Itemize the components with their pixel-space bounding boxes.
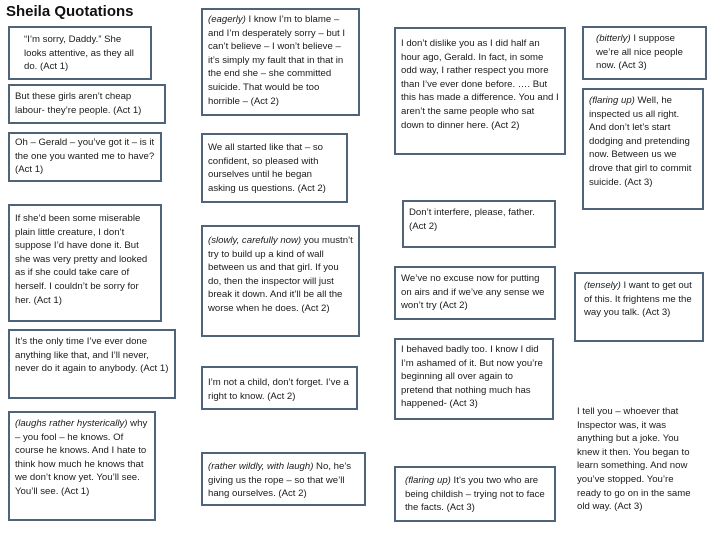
quote-text: you mustn’t try to build up a kind of wall between us and that girl. If you do, then the inspector will just break it down. And it’ll be all the worse when he does. (Act 2) (208, 235, 353, 315)
quote-text: I tell you – whoever that Inspector was, it was anything but a joke. You knew it then. You began to learn something. And now you’ve stopped. You’re ready to go on in the same old way. (Act 3) (577, 406, 691, 513)
quote-text: I don’t dislike you as I did half an hour ago, Gerald. In fact, in some odd way, I rather respect you more than I’ve ever done before. …. But this has made a difference. You and I aren’t the same people who sat down to dinner here. (Act 2) (401, 38, 559, 131)
quote-text: I suppose we’re all nice people now. (Act 3) (596, 33, 683, 72)
quote-text: “I’m sorry, Daddy.” She looks attentive, as they all do. (Act 1) (24, 34, 134, 73)
quote-box (582, 88, 704, 210)
quote-box (201, 8, 360, 116)
quote-text: Well, he inspected us all right. And don’t let’s start dodging and pretending now. Between us we drove that girl to commit suicide. (Act 3) (589, 95, 692, 188)
quote-box (201, 452, 366, 506)
stage-direction: (laughs rather hysterically) (15, 418, 128, 429)
stage-direction: (bitterly) (596, 33, 631, 44)
quote-box (8, 329, 176, 399)
quote-text: I want to get out of this. It frightens me the way you talk. (Act 3) (584, 280, 692, 319)
quote-text: If she’d been some miserable plain little creature, I don’t suppose I’d have done it. But she was very pretty and looked as if she could take care of herself. I couldn’t be sorry for her. (Act 1) (15, 213, 148, 306)
quote-text: Oh – Gerald – you’ve got it – is it the one you wanted me to have? (Act 1) (15, 137, 155, 176)
page-title: Sheila Quotations (6, 3, 134, 20)
quote-text: We all started like that – so confident, so pleased with ourselves until he began asking us questions. (Act 2) (208, 142, 326, 194)
quote-text: I’m not a child, don’t forget. I’ve a right to know. (Act 2) (208, 377, 349, 402)
stage-direction: (tensely) (584, 280, 621, 291)
quote-box (8, 26, 152, 80)
stage-direction: (rather wildly, with laugh) (208, 461, 314, 472)
stage-direction: (flaring up) (405, 475, 451, 486)
quote-text: I behaved badly too. I know I did I’m ashamed of it. But now you’re beginning all over again to pretend that nothing much has happened- (Act 3) (401, 344, 543, 410)
quote-text: It’s the only time I’ve ever done anything like that, and I’ll never, never do it again to anybody. (Act 1) (15, 336, 169, 375)
quote-box (201, 366, 358, 410)
quote-box (8, 411, 156, 521)
quote-box (8, 132, 162, 182)
stage-direction: (slowly, carefully now) (208, 235, 302, 246)
stage-direction: (flaring up) (589, 95, 635, 106)
quote-text: Don’t interfere, please, father. (Act 2) (409, 207, 535, 232)
quote-text: why – you fool – he knows. Of course he knows. And I hate to think how much he knows that we don’t know yet. You’ll see. You’ll see. (Act 1) (15, 418, 148, 498)
quote-box (201, 225, 360, 337)
quote-box (574, 272, 704, 342)
quote-box (8, 84, 166, 124)
quote-text: No, he’s giving us the rope – so that we’ll hang ourselves. (Act 2) (208, 461, 352, 500)
quote-box (402, 200, 556, 248)
quote-text: But these girls aren’t cheap labour- they’re people. (Act 1) (15, 91, 142, 116)
quote-box (570, 402, 706, 524)
quote-box (394, 338, 554, 420)
quote-box (201, 133, 348, 203)
stage-direction: (eagerly) (208, 14, 246, 25)
quote-text: We’ve no excuse now for putting on airs and if we’ve any sense we won’t try (Act 2) (401, 273, 545, 312)
quote-text: I know I’m to blame – and I’m desperately sorry – but I can’t believe – I won’t believe – it’s simply my fault that in that in the end she – she committed suicide. That would be too horrible – (Act 2) (208, 14, 346, 107)
quote-box (582, 26, 707, 80)
quote-box (8, 204, 162, 322)
quote-box (394, 27, 566, 155)
quote-text: It’s you two who are being childish – trying not to face the facts. (Act 3) (405, 475, 545, 514)
quote-box (394, 266, 556, 320)
quote-box (394, 466, 556, 522)
